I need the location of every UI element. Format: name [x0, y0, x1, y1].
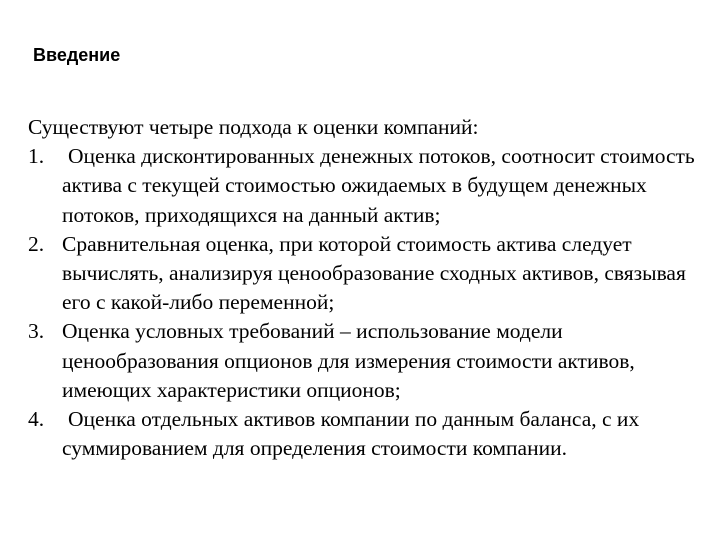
list-item-text: Оценка условных требований – использование модели ценообразования опционов для измерения стоимости активов, имеющих характеристики опционов; [62, 319, 635, 402]
list-item-number: 2. [28, 231, 45, 256]
list-item [28, 230, 708, 318]
list-item-number: 1. [28, 144, 45, 169]
list-item-text: Сравнительная оценка, при которой стоимость актива следует вычислять, анализируя ценообразование сходных активов, связывая его с какой-либо переменной; [62, 231, 686, 315]
slide-body [28, 113, 708, 463]
list-item [28, 317, 708, 405]
slide-title: Введение [33, 45, 121, 65]
intro-text: Существуют четыре подхода к оценки компаний: [28, 115, 479, 139]
list-item-number: 4. [28, 407, 45, 432]
approaches-list [28, 142, 708, 463]
list-item-text: Оценка отдельных активов компании по данным баланса, с их суммированием для определения стоимости компании. [62, 407, 640, 461]
list-item-number: 3. [28, 319, 45, 344]
list-item-text: Оценка дисконтированных денежных потоков, соотносит стоимость актива с текущей стоимостью ожидаемых в будущем денежных потоков, приходящихся на данный актив; [62, 144, 695, 227]
list-item [28, 405, 708, 463]
list-item [28, 142, 708, 230]
